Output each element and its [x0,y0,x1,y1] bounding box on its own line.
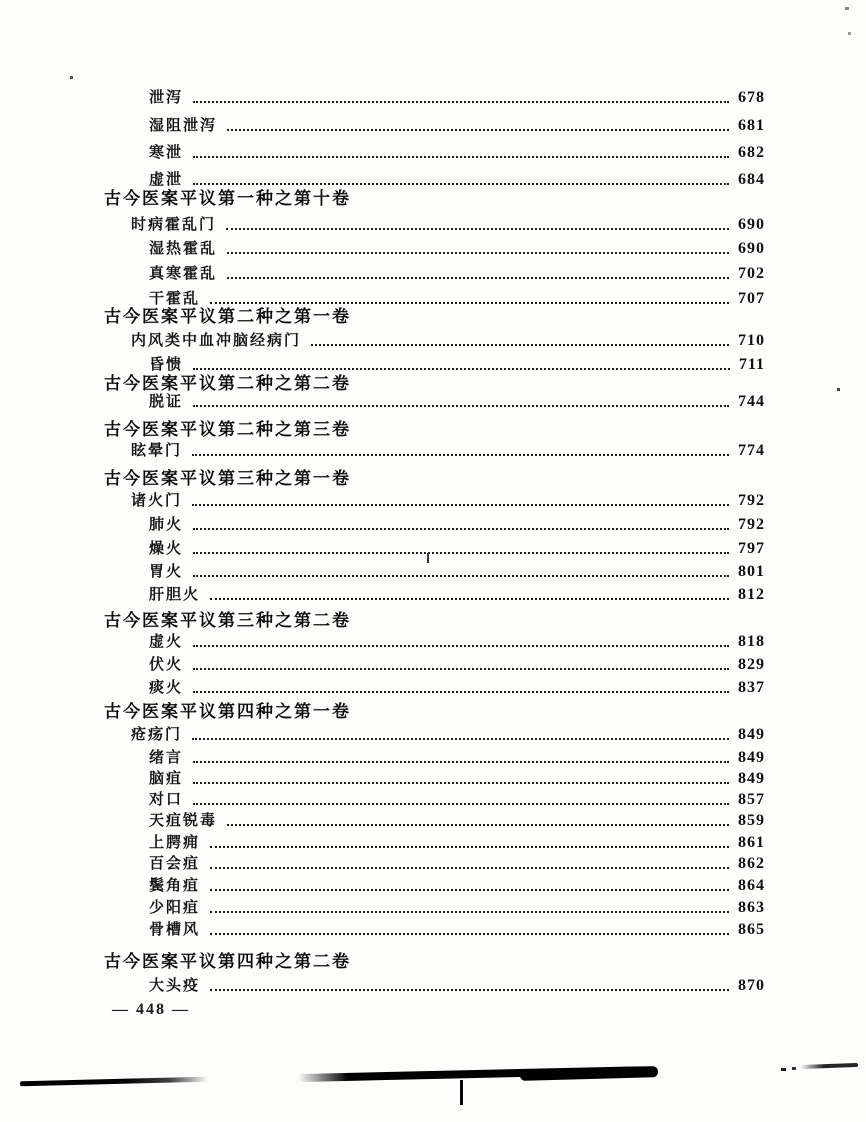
toc-entry-title: 虚火 [149,633,184,650]
toc-entry-title: 肝胆火 [149,586,201,603]
toc-section-heading: 古今医案平议第二种之第二卷 [104,374,351,393]
toc-entry-page: 849 [738,770,765,787]
toc-entry-title: 寒泄 [149,144,184,161]
toc-section-heading: 古今医案平议第一种之第十卷 [104,189,351,208]
toc-entry [149,895,765,919]
toc-entry-page: 707 [738,290,765,307]
toc-entry [149,261,765,285]
dot-leader [210,598,729,600]
toc-entry-page: 792 [738,516,765,533]
toc-entry [149,559,765,583]
toc-entry-title: 时病霍乱门 [131,216,217,233]
toc-entry-title: 胃火 [149,563,184,580]
scan-smudge-tick [460,1080,463,1105]
toc-entry-page: 682 [738,144,765,161]
scan-smudge-left [20,1077,208,1087]
toc-entry-title: 鬓角疽 [149,877,201,894]
dot-leader [192,504,729,506]
toc-entry [149,536,765,560]
toc-entry-page: 812 [738,586,765,603]
toc-entry-title: 上腭痈 [149,834,201,851]
toc-entry-title: 绪言 [149,749,184,766]
toc-entry [131,438,765,462]
dot-leader [193,552,729,554]
toc-entry-page: 678 [738,89,765,106]
dot-leader [210,911,729,913]
dot-leader [210,867,729,869]
dot-leader [193,528,729,530]
toc-entry [149,917,765,941]
dot-leader [193,156,729,158]
toc-entry [131,328,765,352]
toc-entry-title: 湿阻泄泻 [149,117,218,134]
toc-entry-title: 大头疫 [149,977,201,994]
toc-entry-title: 干霍乱 [149,290,201,307]
dot-leader [193,645,729,647]
toc-entry [149,652,765,676]
scan-speck [781,1068,786,1071]
toc-entry-title: 湿热霍乱 [149,240,218,257]
toc-entry [149,140,765,164]
toc-entry-title: 对口 [149,791,184,808]
toc-entry-page: 744 [738,393,765,410]
dot-leader [227,824,729,826]
toc-entry-title: 痰火 [149,679,184,696]
dot-leader [193,691,729,693]
dot-leader [193,668,729,670]
toc-entry-page: 710 [738,332,765,349]
toc-entry [149,582,765,606]
dot-leader [210,302,729,304]
toc-section-heading: 古今医案平议第四种之第一卷 [104,702,351,721]
toc-entry-title: 诸火门 [131,492,183,509]
scan-speck [427,553,429,563]
toc-entry-page: 690 [738,216,765,233]
toc-entry-page: 865 [738,921,765,938]
toc-entry-title: 少阳疽 [149,899,201,916]
toc-entry-page: 829 [738,656,765,673]
toc-entry-page: 849 [738,726,765,743]
toc-entry-page: 864 [738,877,765,894]
toc-entry [149,629,765,653]
toc-entry [149,512,765,536]
toc-entry-title: 昏愦 [149,356,184,373]
toc-entry-page: 681 [738,117,765,134]
dot-leader [210,989,729,991]
dot-leader [193,803,729,805]
dot-leader [210,933,729,935]
toc-entry-title: 脑疽 [149,770,184,787]
toc-section-heading: 古今医案平议第四种之第二卷 [104,952,351,971]
toc-entry-page: 859 [738,812,765,829]
toc-entry-page: 870 [738,977,765,994]
dot-leader [227,277,729,279]
toc-entry-page: 857 [738,791,765,808]
toc-entry-page: 702 [738,265,765,282]
toc-entry-title: 百会疽 [149,855,201,872]
toc-entry-page: 801 [738,563,765,580]
toc-entry-title: 泄泻 [149,89,184,106]
toc-entry-page: 837 [738,679,765,696]
toc-entry-page: 711 [738,356,765,373]
toc-entry [131,488,765,512]
folio-page-number: — 448 — [112,1001,190,1018]
toc-entry-page: 849 [738,749,765,766]
scan-speck [70,76,73,79]
toc-entry-title: 伏火 [149,656,184,673]
dot-leader [210,889,729,891]
scan-smudge-right [800,1063,858,1069]
toc-entry-title: 眩晕门 [131,442,183,459]
dot-leader [193,761,729,763]
scan-speck [845,7,849,10]
toc-entry-page: 792 [738,492,765,509]
toc-entry-title: 肺火 [149,516,184,533]
toc-entry-title: 骨槽风 [149,921,201,938]
toc-entry-page: 774 [738,442,765,459]
scan-speck [848,32,851,35]
toc-entry-title: 真寒霍乱 [149,265,218,282]
dot-leader [227,252,729,254]
toc-entry-title: 天疽锐毒 [149,812,218,829]
toc-entry-title: 内风类中血冲脑经病门 [131,332,302,349]
toc-entry-page: 690 [738,240,765,257]
toc-section-heading: 古今医案平议第三种之第二卷 [104,611,351,630]
toc-entry-title: 疮疡门 [131,726,183,743]
scan-speck [792,1067,796,1070]
toc-entry-page: 797 [738,540,765,557]
dot-leader [226,228,729,230]
toc-entry-page: 861 [738,834,765,851]
toc-entry [149,851,765,875]
dot-leader [210,846,729,848]
toc-entry [149,113,765,137]
toc-entry-page: 862 [738,855,765,872]
scan-speck [837,388,840,391]
dot-leader [193,782,729,784]
toc-entry [131,722,765,746]
toc-section-heading: 古今医案平议第二种之第一卷 [104,307,351,326]
toc-entry [149,236,765,260]
dot-leader [193,368,730,370]
dot-leader [192,454,729,456]
toc-entry-title: 虚泄 [149,171,184,188]
toc-section-heading: 古今医案平议第三种之第一卷 [104,469,351,488]
toc-entry [149,675,765,699]
toc-entry [149,85,765,109]
toc-entry [149,389,765,413]
toc-section-heading: 古今医案平议第二种之第三卷 [104,420,351,439]
toc-entry [149,808,765,832]
dot-leader [193,405,729,407]
dot-leader [192,738,729,740]
toc-entry-page: 684 [738,171,765,188]
dot-leader [193,101,729,103]
dot-leader [227,129,729,131]
dot-leader [193,183,729,185]
dot-leader [311,344,729,346]
toc-entry [149,973,765,997]
toc-entry [131,212,765,236]
toc-entry-title: 脱证 [149,393,184,410]
toc-entry [149,873,765,897]
toc-entry-title: 燥火 [149,540,184,557]
toc-entry-page: 863 [738,899,765,916]
dot-leader [193,575,729,577]
toc-entry-page: 818 [738,633,765,650]
